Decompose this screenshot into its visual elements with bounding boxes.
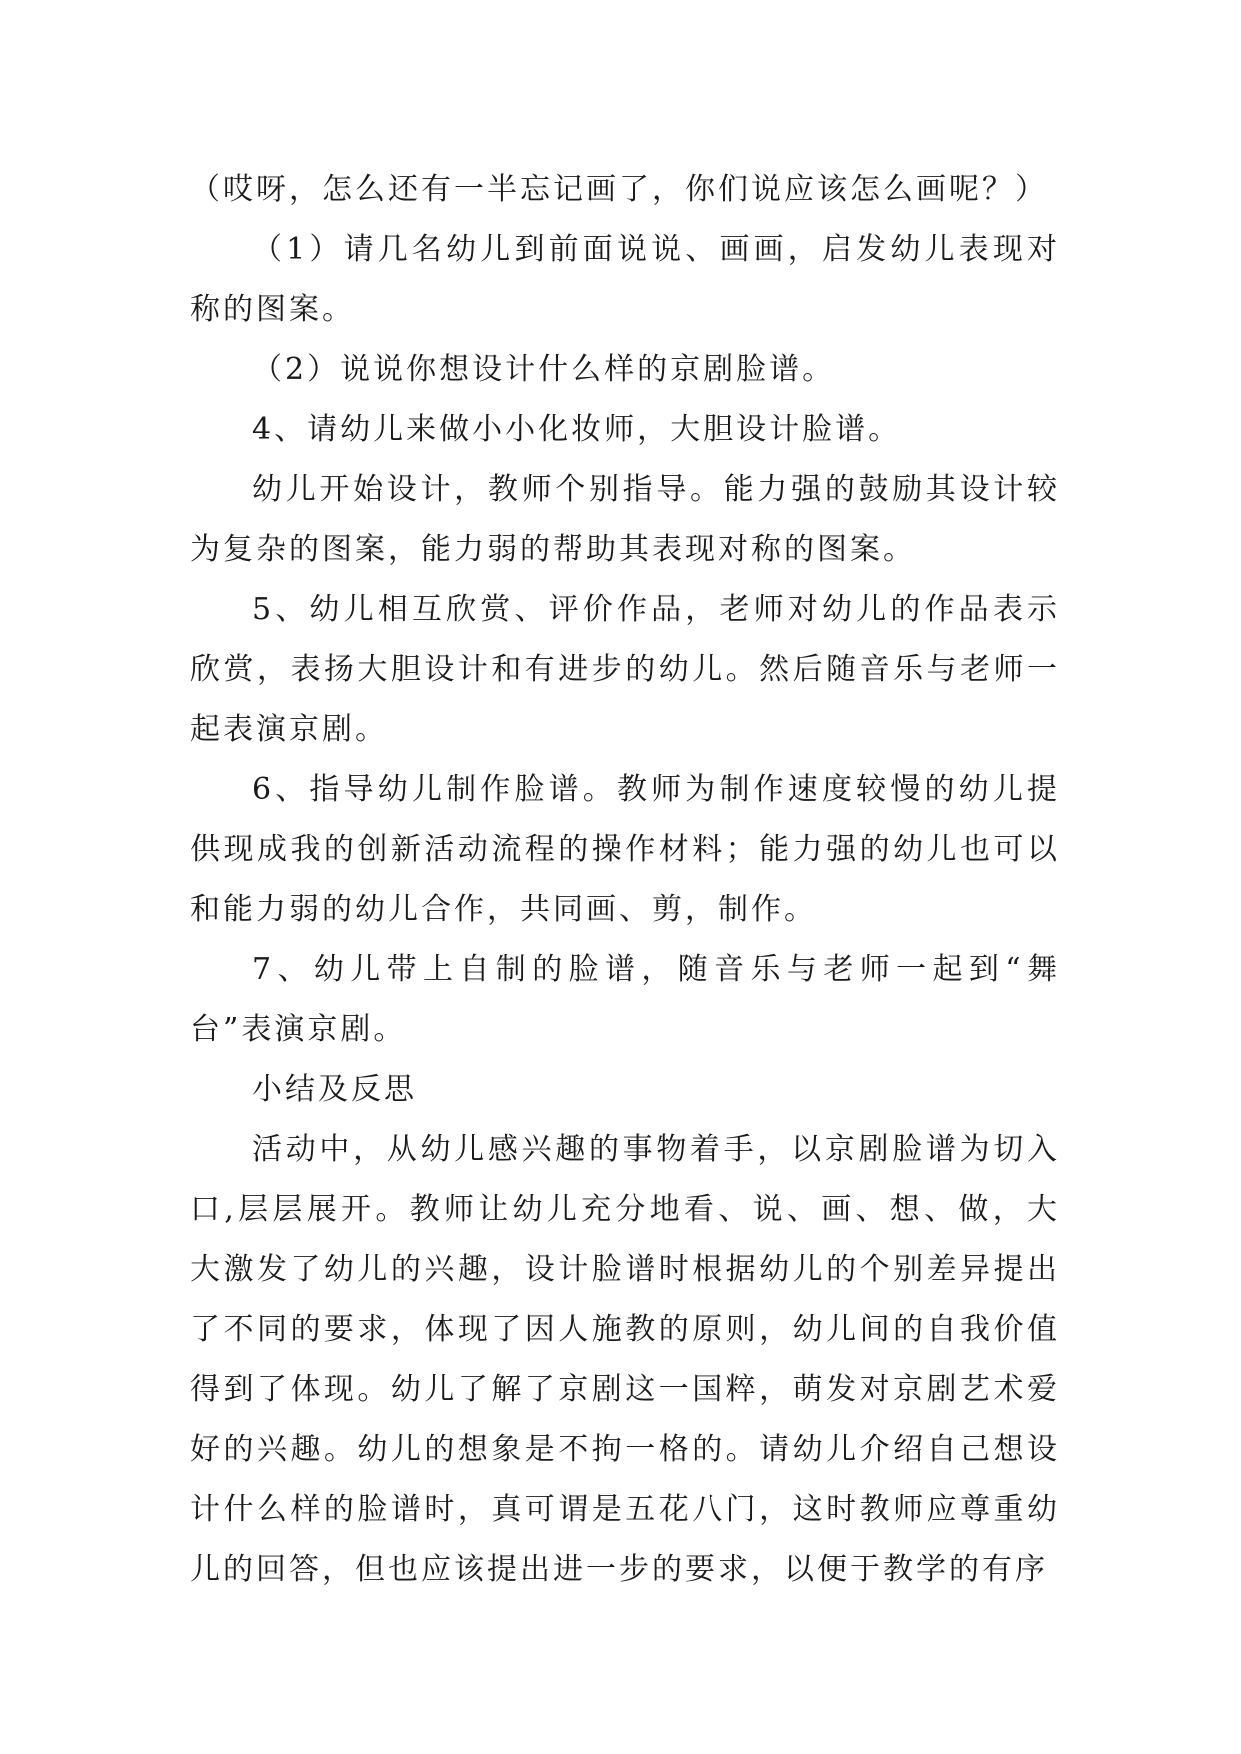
section-heading: 小结及反思 <box>252 1072 417 1107</box>
paragraph: （2）说说你想设计什么样的京剧脸谱。 <box>252 352 836 387</box>
paragraph: 4、请幼儿来做小小化妆师，大胆设计脸谱。 <box>252 412 902 447</box>
paragraph: （1）请几名幼儿到前面说说、画画，启发幼儿表现对称的图案。 <box>190 232 1060 327</box>
paragraph: 5、幼儿相互欣赏、评价作品，老师对幼儿的作品表示欣赏，表扬大胆设计和有进步的幼儿。然后随音乐与老师一起表演京剧。 <box>190 592 1060 747</box>
paragraph: 幼儿开始设计，教师个别指导。能力强的鼓励其设计较为复杂的图案，能力弱的帮助其表现对称的图案。 <box>190 472 1060 567</box>
paragraph: 6、指导幼儿制作脸谱。教师为制作速度较慢的幼儿提供现成我的创新活动流程的操作材料；能力强的幼儿也可以和能力弱的幼儿合作，共同画、剪，制作。 <box>190 772 1060 927</box>
paragraph: 7、幼儿带上自制的脸谱，随音乐与老师一起到“舞台”表演京剧。 <box>190 952 1060 1047</box>
paragraph: 活动中，从幼儿感兴趣的事物着手，以京剧脸谱为切入口,层层展开。教师让幼儿充分地看、说、画、想、做，大大激发了幼儿的兴趣，设计脸谱时根据幼儿的个别差异提出了不同的要求，体现了因人施教的原则，幼儿间的自我价值得到了体现。幼儿了解了京剧这一国粹，萌发对京剧艺术爱好的兴趣。幼儿的想象是不拘一格的。请幼儿介绍自己想设计什么样的脸谱时，真可谓是五花八门，这时教师应尊重幼儿的回答，但也应该提出进一步的要求，以便于教学的有序 <box>190 1132 1060 1587</box>
body-text <box>190 160 1060 1600</box>
paragraph: （哎呀，怎么还有一半忘记画了，你们说应该怎么画呢？） <box>190 172 1048 207</box>
